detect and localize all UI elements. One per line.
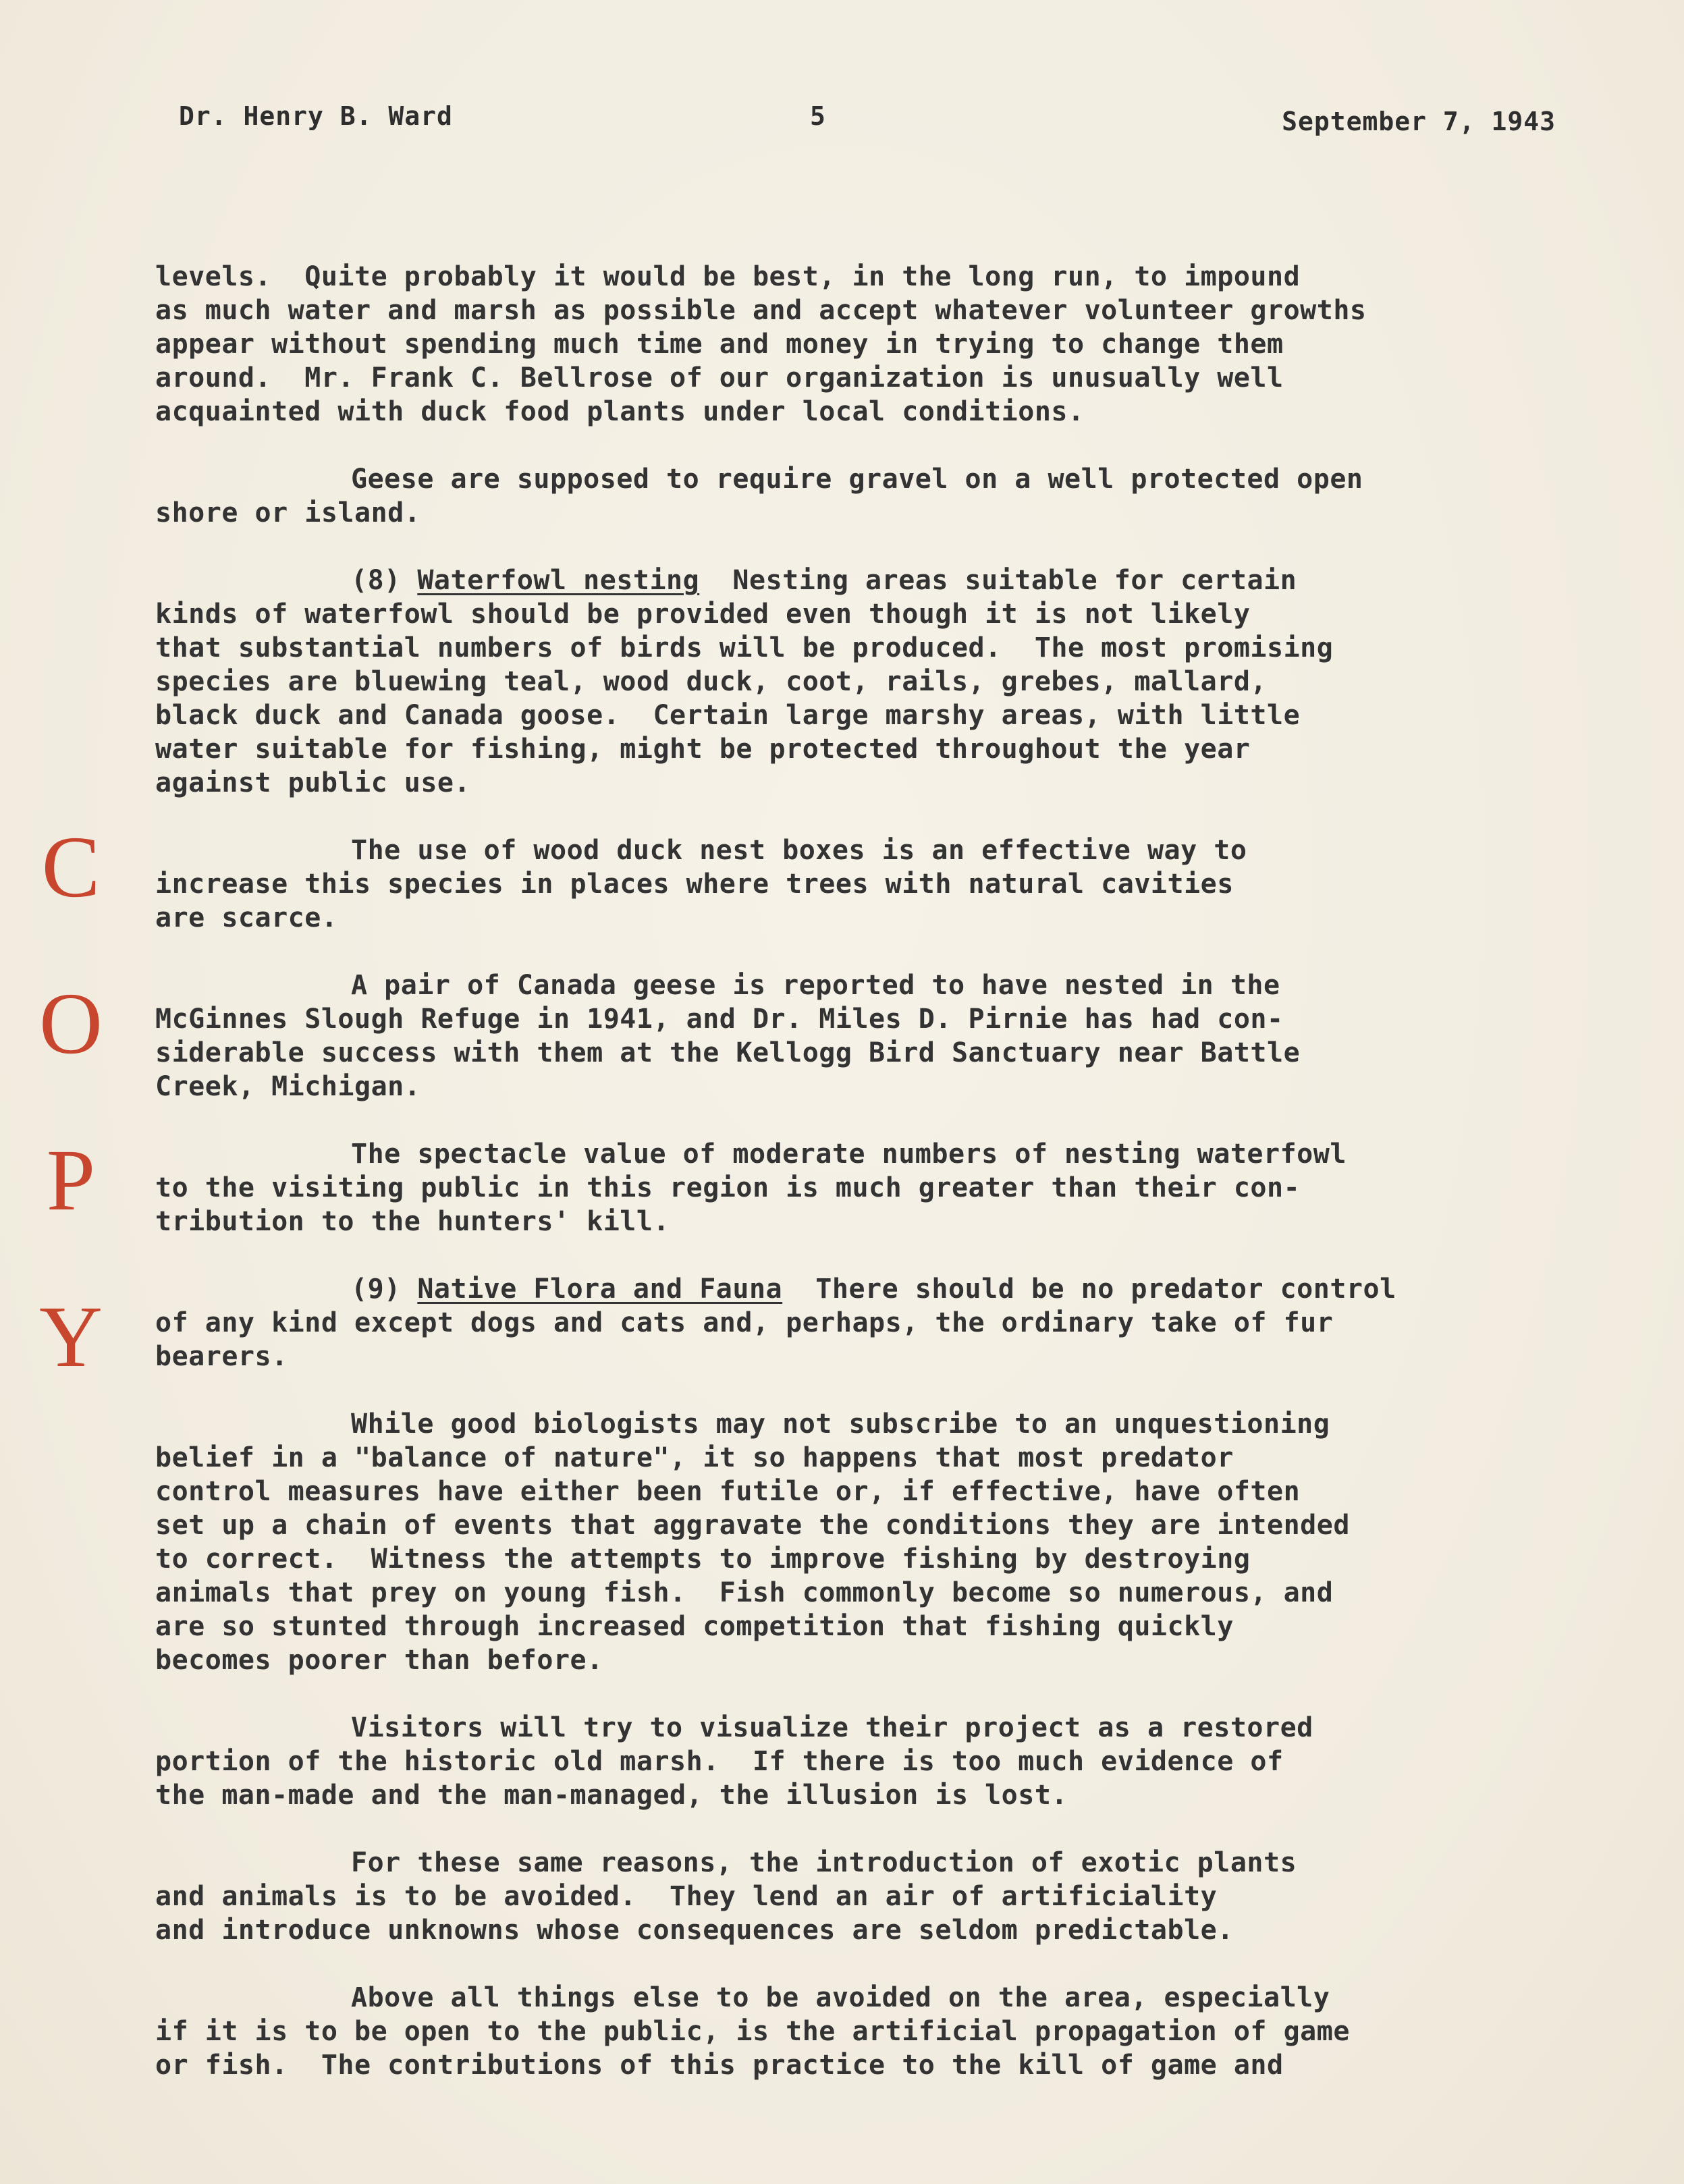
- copy-stamp-letter: C: [41, 819, 101, 916]
- text-line: levels. Quite probably it would be best, in the long run, to impound: [155, 261, 1301, 292]
- text-line: appear without spending much time and money in trying to change them: [155, 329, 1284, 360]
- section-intro-text: Nesting areas suitable for certain: [699, 565, 1297, 596]
- text-line: water suitable for fishing, might be protected throughout the year: [155, 734, 1251, 765]
- copy-stamp-letter: P: [46, 1132, 96, 1229]
- paragraph: [155, 1272, 1667, 1373]
- text-line: are scarce.: [155, 902, 338, 933]
- text-line: and animals is to be avoided. They lend an air of artificiality: [155, 1881, 1218, 1912]
- text-line: siderable success with them at the Kellogg Bird Sanctuary near Battle: [155, 1037, 1301, 1068]
- section-heading-line: [155, 564, 1667, 597]
- text-line: are so stunted through increased competition that fishing quickly: [155, 1611, 1234, 1642]
- text-line: black duck and Canada goose. Certain large marshy areas, with little: [155, 700, 1301, 731]
- text-line: control measures have either been futile or, if effective, have often: [155, 1476, 1301, 1507]
- paragraph-first-line: Above all things else to be avoided on the area, especially: [351, 1982, 1330, 2013]
- text-line: if it is to be open to the public, is the artificial propagation of game: [155, 2016, 1350, 2047]
- paragraph: [155, 564, 1667, 800]
- copy-stamp: [27, 819, 115, 1450]
- text-line: to the visiting public in this region is much greater than their con-: [155, 1172, 1301, 1203]
- text-line: species are bluewing teal, wood duck, coot, rails, grebes, mallard,: [155, 666, 1267, 697]
- text-line: around. Mr. Frank C. Bellrose of our organization is unusually well: [155, 362, 1284, 393]
- letter-body: [155, 260, 1667, 2116]
- text-line: McGinnes Slough Refuge in 1941, and Dr. Miles D. Pirnie has had con-: [155, 1004, 1284, 1035]
- paragraph: [155, 834, 1667, 935]
- text-line: set up a chain of events that aggravate the conditions they are intended: [155, 1510, 1350, 1541]
- text-line: the man-made and the man-managed, the illusion is lost.: [155, 1780, 1068, 1811]
- paragraph-first-line: The spectacle value of moderate numbers of nesting waterfowl: [351, 1139, 1347, 1170]
- paragraph: [155, 968, 1667, 1103]
- text-line: as much water and marsh as possible and accept whatever volunteer growths: [155, 295, 1367, 326]
- text-line: acquainted with duck food plants under local conditions.: [155, 396, 1085, 427]
- text-line: tribution to the hunters' kill.: [155, 1206, 670, 1237]
- recipient-name: Dr. Henry B. Ward: [179, 101, 453, 131]
- paragraph: [155, 462, 1667, 530]
- text-line: belief in a "balance of nature", it so happens that most predator: [155, 1442, 1234, 1473]
- section-heading-line: [155, 1272, 1667, 1306]
- paragraph: [155, 1137, 1667, 1238]
- text-line: shore or island.: [155, 497, 421, 528]
- text-line: portion of the historic old marsh. If there is too much evidence of: [155, 1746, 1284, 1777]
- section-number: (9): [351, 1274, 418, 1305]
- text-line: increase this species in places where trees with natural cavities: [155, 869, 1234, 900]
- copy-stamp-letter: O: [39, 975, 103, 1072]
- paragraph-first-line: For these same reasons, the introduction of exotic plants: [351, 1847, 1297, 1878]
- paragraph-first-line: Geese are supposed to require gravel on a well protected open: [351, 464, 1363, 495]
- paragraph: [155, 1981, 1667, 2082]
- letter-header: [179, 101, 1556, 142]
- section-heading: Waterfowl nesting: [417, 565, 700, 596]
- text-line: bearers.: [155, 1341, 288, 1372]
- section-intro-text: There should be no predator control: [782, 1274, 1396, 1305]
- text-line: or fish. The contributions of this practice to the kill of game and: [155, 2050, 1284, 2081]
- paragraph-first-line: Visitors will try to visualize their project as a restored: [351, 1712, 1313, 1743]
- text-line: Creek, Michigan.: [155, 1071, 421, 1102]
- text-line: against public use.: [155, 767, 471, 798]
- text-line: of any kind except dogs and cats and, perhaps, the ordinary take of fur: [155, 1307, 1334, 1338]
- paragraph: [155, 1846, 1667, 1947]
- page-number: 5: [810, 101, 826, 131]
- paragraph-first-line: The use of wood duck nest boxes is an effective way to: [351, 835, 1247, 866]
- copy-stamp-letter: Y: [39, 1288, 103, 1386]
- paragraph-first-line: While good biologists may not subscribe to an unquestioning: [351, 1409, 1330, 1440]
- section-heading: Native Flora and Fauna: [417, 1274, 783, 1305]
- text-line: to correct. Witness the attempts to improve fishing by destroying: [155, 1544, 1251, 1575]
- text-line: kinds of waterfowl should be provided even though it is not likely: [155, 599, 1251, 630]
- paragraph: [155, 1711, 1667, 1812]
- paragraph-first-line: A pair of Canada geese is reported to have nested in the: [351, 970, 1280, 1001]
- section-number: (8): [351, 565, 418, 596]
- text-line: and introduce unknowns whose consequences are seldom predictable.: [155, 1915, 1234, 1946]
- text-line: that substantial numbers of birds will be produced. The most promising: [155, 632, 1334, 663]
- paragraph: [155, 260, 1667, 429]
- text-line: becomes poorer than before.: [155, 1645, 603, 1676]
- letter-date: September 7, 1943: [1282, 107, 1556, 136]
- text-line: animals that prey on young fish. Fish commonly become so numerous, and: [155, 1577, 1334, 1608]
- paragraph: [155, 1407, 1667, 1677]
